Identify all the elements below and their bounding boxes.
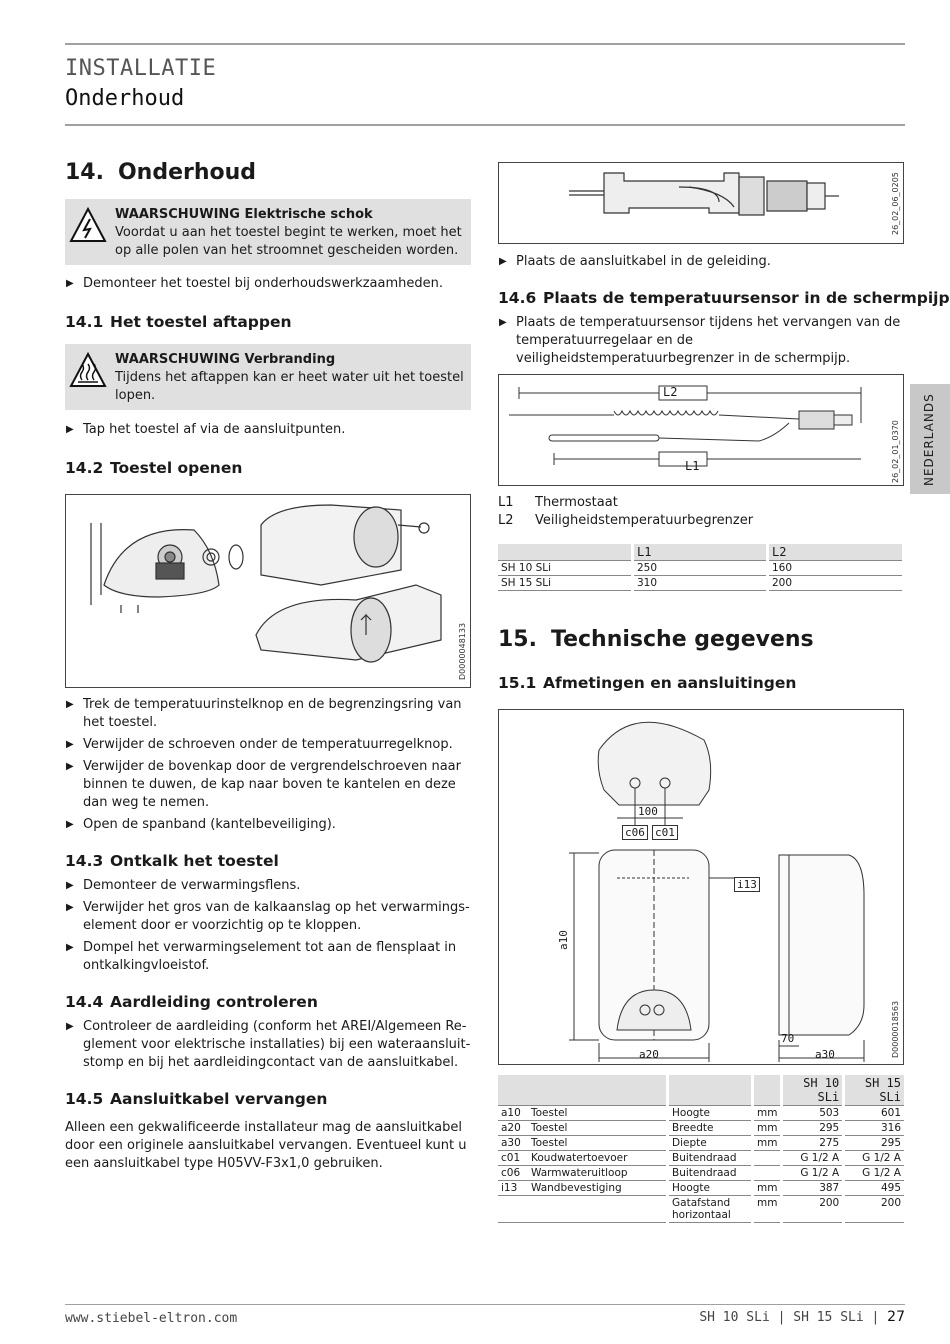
figure-cable [498, 162, 904, 244]
section-14-1-heading: 14.1 Het toestel aftappen [65, 313, 292, 331]
figure-open-device [65, 494, 471, 688]
bullet-14-2-4: ▶ Open de spanband (kantelbeveiliging). [66, 817, 336, 832]
electric-warning-icon [69, 207, 107, 243]
table-row: c06 Warmwateruitloop Buitendraad G 1/2 A G 1/2 A [498, 1166, 904, 1181]
table-row: i13 Wandbevestiging Hoogte mm 387 495 [498, 1181, 904, 1196]
bullet-14-2-2: ▶ Verwijder de schroeven onder de temperatuurregelknop. [66, 737, 453, 752]
header-title: Onderhoud [65, 86, 185, 111]
section-14-6-heading: 14.6 Plaats de temperatuursensor in de schermpijp [498, 289, 950, 307]
table-row: a10 Toestel Hoogte mm 503 601 [498, 1106, 904, 1121]
table-row: SH 15 SLi 310 200 [498, 576, 902, 591]
table-row: a20 Toestel Breedte mm 295 316 [498, 1121, 904, 1136]
section-14-heading: 14. Onderhoud [65, 160, 257, 185]
legend-row: L1 Thermostaat [498, 495, 618, 510]
arrow-icon: ▶ [66, 699, 74, 710]
arrow-icon: ▶ [66, 424, 74, 435]
dim-100: 100 [638, 805, 658, 818]
table-row: SH 10 SLi 250 160 [498, 561, 902, 576]
dimensions-table [498, 1075, 904, 1223]
arrow-icon: ▶ [66, 1021, 74, 1032]
arrow-icon: ▶ [66, 942, 74, 953]
section-15-1-heading: 15.1 Afmetingen en aansluitingen [498, 674, 797, 692]
header-bottom-rule [65, 124, 905, 126]
legend-row: L2 Veiligheidstemperatuurbegrenzer [498, 513, 754, 528]
bullet-14-2-3: ▶ Verwijder de bovenkap door de vergrendelschroeven naar binnen te duwen, de kap naar boven te kantelen en deze dan weg te nemen. [66, 759, 461, 810]
section-14-5-heading: 14.5 Aansluitkabel vervangen [65, 1090, 328, 1108]
arrow-icon: ▶ [66, 761, 74, 772]
warning-burn [65, 344, 471, 410]
dim-70: 70 [781, 1032, 795, 1045]
sensor-table [498, 544, 902, 591]
footer-url[interactable]: www.stiebel-eltron.com [65, 1311, 238, 1326]
label-a10: a10 [557, 930, 570, 950]
section-14-5-text: Alleen een gekwalificeerde installateur mag de aansluitkabel door een originele aansluitkabel vervangen. Eventueel kunt u een aansluitkabel type H05VV-F3x1,0 gebruiken. [65, 1120, 467, 1171]
label-i13: i13 [734, 877, 760, 892]
bullet-14-3-3: ▶ Dompel het verwarmingselement tot aan de flensplaat in ontkalkingvloeistof. [66, 940, 457, 973]
arrow-icon: ▶ [499, 317, 507, 328]
table-row: a30 Toestel Diepte mm 275 295 [498, 1136, 904, 1151]
arrow-icon: ▶ [66, 278, 74, 289]
figure-code: 26_02_01_0370 [891, 420, 900, 483]
header-top-rule [65, 43, 905, 45]
label-c06: c06 [622, 825, 648, 840]
footer-models: SH 10 SLi | SH 15 SLi | [699, 1310, 888, 1325]
sensor-illustration [499, 375, 903, 485]
warning-title: WAARSCHUWING Elektrische schok [115, 207, 373, 222]
dimensions-illustration [499, 710, 903, 1064]
header-category: INSTALLATIE [65, 56, 217, 81]
hot-surface-warning-icon [69, 352, 107, 388]
arrow-icon: ▶ [66, 880, 74, 891]
bullet-14-3-1: ▶ Demonteer de verwarmingsflens. [66, 878, 301, 893]
bullet-cable: ▶ Plaats de aansluitkabel in de geleiding. [499, 254, 771, 269]
warning-body: Tijdens het aftappen kan er heet water uit het toestel lopen. [115, 370, 464, 403]
dim-l2: L2 [663, 385, 678, 399]
label-c01: c01 [652, 825, 678, 840]
table-header-row: L1 L2 [498, 544, 902, 561]
label-a20: a20 [639, 1048, 659, 1061]
open-device-illustration [66, 495, 470, 687]
sensor-legend [498, 494, 753, 530]
bullet-14-2-1: ▶ Trek de temperatuurinstelknop en de begrenzingsring van het toestel. [66, 697, 462, 730]
warning-title: WAARSCHUWING Verbranding [115, 352, 336, 367]
page-number: 27 [887, 1309, 905, 1325]
bullet-14-4-1: ▶ Controleer de aardleiding (conform het AREI/Algemeen Reglement voor elektrische installaties) bij een wateraansluitstomp en bij het aardleidingcontact van de aansluitkabel. [66, 1019, 471, 1070]
section-15-heading: 15. Technische gegevens [498, 627, 814, 652]
language-tab[interactable] [910, 384, 950, 494]
bullet-14-1-1: ▶ Tap het toestel af via de aansluitpunten. [66, 422, 346, 437]
footer-rule [65, 1304, 905, 1305]
figure-code: D0000018563 [891, 1000, 900, 1058]
figure-dimensions [498, 709, 904, 1065]
section-14-3-heading: 14.3 Ontkalk het toestel [65, 852, 279, 870]
bullet-14-6-1: ▶ Plaats de temperatuursensor tijdens het vervangen van de temperatuurregelaar en de veiligheidstemperatuurbegrenzer in de schermpijp. [499, 315, 901, 366]
bullet-14-3-2: ▶ Verwijder het gros van de kalkaanslag op het verwarmingselement door er voorzichtig op te kloppen. [66, 900, 470, 933]
language-tab-label: NEDERLANDS [922, 393, 936, 486]
arrow-icon: ▶ [66, 739, 74, 750]
figure-code: 26_02_06_0205 [891, 172, 900, 235]
figure-sensor [498, 374, 904, 486]
table-row: c01 Koudwatertoevoer Buitendraad G 1/2 A G 1/2 A [498, 1151, 904, 1166]
arrow-icon: ▶ [66, 819, 74, 830]
cable-illustration [499, 163, 903, 243]
footer-page-info [699, 1309, 905, 1325]
label-a30: a30 [815, 1048, 835, 1061]
bullet-14-1: ▶ Demonteer het toestel bij onderhoudswerkzaamheden. [66, 276, 443, 291]
warning-electric-shock [65, 199, 471, 265]
dim-l1: L1 [685, 459, 700, 473]
arrow-icon: ▶ [499, 256, 507, 267]
table-row: Gatafstand horizontaal mm 200 200 [498, 1196, 904, 1223]
section-14-2-heading: 14.2 Toestel openen [65, 459, 243, 477]
table-header-row: SH 10 SLi SH 15 SLi [498, 1075, 904, 1106]
arrow-icon: ▶ [66, 902, 74, 913]
figure-code: D0000048133 [458, 622, 467, 680]
section-14-4-heading: 14.4 Aardleiding controleren [65, 993, 318, 1011]
warning-body: Voordat u aan het toestel begint te werken, moet het op alle polen van het stroomnet gescheiden worden. [115, 225, 462, 258]
